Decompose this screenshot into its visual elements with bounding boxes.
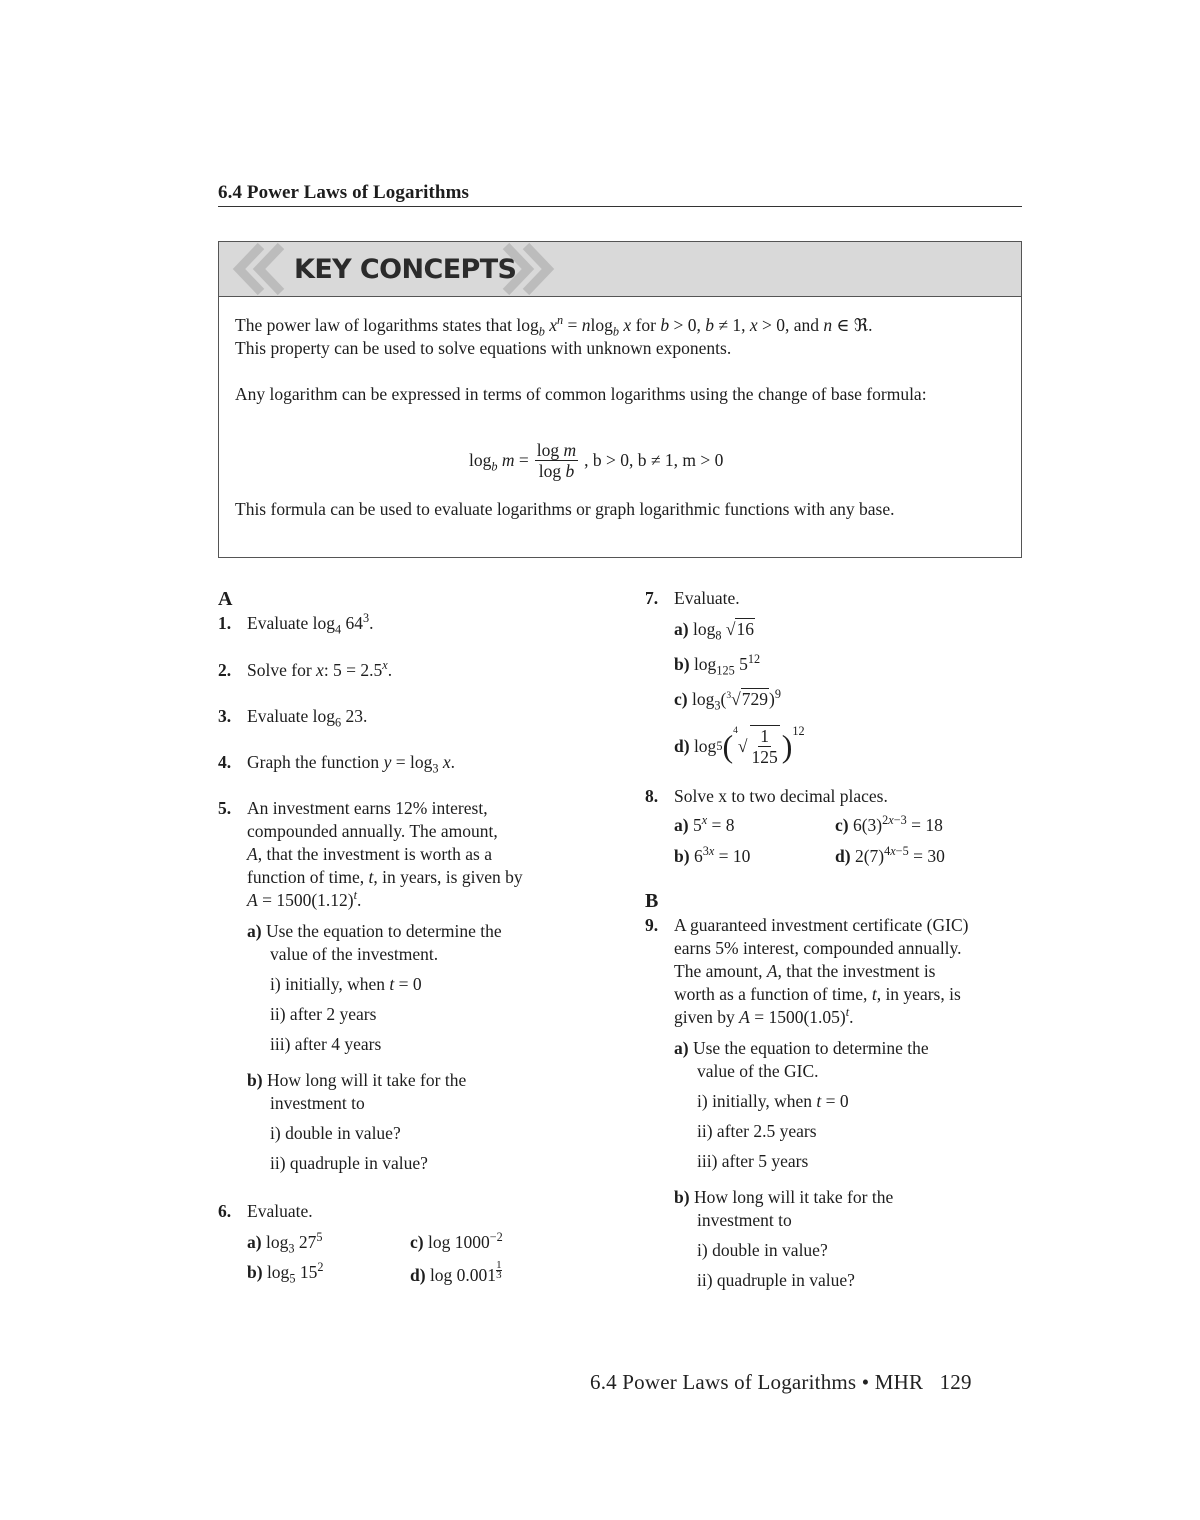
subpart-text: ii) quadruple in value?	[270, 1153, 428, 1173]
q8-part-d: d) $2(7)^{4x-5} = 30$	[835, 844, 945, 866]
question-number: 6.	[218, 1201, 232, 1221]
question-2: 2. Solve for x: $5 = 2.5^x$.	[218, 658, 393, 680]
part-label: a)	[247, 921, 262, 941]
question-text: The amount,	[674, 961, 767, 981]
q8-part-a: a) $5^x = 8$	[674, 813, 735, 835]
power-law-text-a: The power law of logarithms states that log	[235, 315, 539, 335]
page-number: 129	[939, 1370, 972, 1394]
question-number: 4.	[218, 752, 232, 772]
q7-part-b: b) $\log_{125} 5^{12}$	[674, 652, 761, 678]
part-text: value of the GIC.	[697, 1061, 819, 1081]
question-text: Evaluate log	[247, 706, 335, 726]
part-text: Use the equation to determine the	[265, 921, 502, 941]
question-text: , in years, is given by	[373, 867, 523, 887]
formula-conditions: , b > 0, b ≠ 1, m > 0	[584, 450, 724, 470]
question-number: 9.	[645, 915, 659, 935]
q7-part-a: a) $\log_8 √16$	[674, 619, 754, 643]
key-concepts-header	[219, 242, 1021, 297]
part-text: investment to	[270, 1093, 365, 1113]
question-number: 7.	[645, 588, 659, 608]
subpart-text: i) initially, when	[697, 1091, 817, 1111]
footer-text: 6.4 Power Laws of Logarithms • MHR	[590, 1370, 924, 1394]
q6-part-c: c) $\log 1000^{-2}$	[410, 1230, 503, 1252]
subpart-text: i) double in value?	[697, 1240, 828, 1260]
q6-part-a: a) $\log_3 27^5$	[247, 1230, 323, 1256]
part-label: a)	[674, 1038, 689, 1058]
question-text: Evaluate.	[247, 1201, 313, 1221]
part-text: How long will it take for the	[266, 1070, 467, 1090]
question-number: 3.	[218, 706, 232, 726]
part-label: b)	[674, 1187, 690, 1207]
change-of-base-paragraph: Any logarithm can be expressed in terms of common logarithms using the change of base formula:	[235, 384, 927, 404]
power-law-text-b: for	[631, 315, 661, 335]
q6-part-d: d) log 0.001 $^{\frac{1}{3}}$	[410, 1259, 502, 1285]
question-text: Graph the function	[247, 752, 384, 772]
q8-part-c: c) $6(3)^{2x-3} = 18$	[835, 813, 943, 835]
question-6	[218, 1200, 578, 1291]
question-text: function of time,	[247, 867, 369, 887]
page-title: 6.4 Power Laws of Logarithms	[218, 182, 470, 203]
q7-part-d: d) log 5 ( 4 √ $\frac{1}{125}$ ) 12	[674, 724, 805, 767]
change-of-base-formula: $\log_b m$ = $\frac{\text{log m}}{\text{log b}}$ , b > 0, b ≠ 1, m > 0	[469, 440, 724, 481]
q6-part-b: b) $\log_5 15^2$	[247, 1260, 324, 1286]
subpart-text: i) double in value?	[270, 1123, 401, 1143]
q8-part-b: b) $6^{3x} = 10$	[674, 844, 751, 866]
double-chevron-right-icon	[494, 242, 564, 296]
question-8	[645, 785, 1005, 875]
question-text: compounded annually. The amount,	[247, 821, 498, 841]
question-text: , that the investment is worth as a	[257, 844, 492, 864]
question-1: 1. Evaluate $\log_4 64^3$.	[218, 611, 374, 637]
question-text: , in years, is	[876, 984, 961, 1004]
question-number: 1.	[218, 613, 232, 633]
power-law-paragraph: The power law of logarithms states that $\log_b x^n = nlog_b$ x for b > 0, b ≠ 1, x > 0, and n ∈ ℜ. This property can be used to solve equations with unknown exponents.	[235, 313, 873, 358]
question-text: An investment earns 12% interest,	[247, 798, 488, 818]
question-number: 5.	[218, 798, 232, 818]
power-law-text-c: , and	[784, 315, 824, 335]
formula-usage-paragraph: This formula can be used to evaluate logarithms or graph logarithmic functions with any base.	[235, 499, 895, 519]
question-text: given by	[674, 1007, 740, 1027]
part-text: value of the investment.	[270, 944, 439, 964]
question-5: 5. An investment earns 12% interest, compounded annually. The amount, A, that the investment is worth as a function of time, t, in years, is given by $A = 1500(1.12)^t$. a) Use the equation to determine the value of the investment. i) initially, when t = 0 ii) after 2 years iii) after 4 years b) How long will it take for the investment to i) double in value? ii) quadruple in value?	[218, 797, 578, 1175]
key-concepts-box	[218, 241, 1022, 558]
title-divider	[218, 206, 1022, 207]
part-text: investment to	[697, 1210, 792, 1230]
page-footer	[590, 1370, 972, 1395]
question-text: worth as a function of time,	[674, 984, 872, 1004]
power-law-text-d: This property can be used to solve equations with unknown exponents.	[235, 338, 732, 358]
part-text: Use the equation to determine the	[692, 1038, 929, 1058]
part-text: How long will it take for the	[693, 1187, 894, 1207]
subpart-text: ii) quadruple in value?	[697, 1270, 855, 1290]
subpart-text: i) initially, when	[270, 974, 390, 994]
double-chevron-left-icon	[225, 242, 295, 296]
question-text: A guaranteed investment certificate (GIC)	[674, 915, 969, 935]
question-text: earns 5% interest, compounded annually.	[674, 938, 962, 958]
subpart-text: ii) after 2.5 years	[697, 1121, 817, 1141]
question-text: Evaluate.	[674, 588, 740, 608]
question-text: Solve for	[247, 660, 317, 680]
section-a-label: A	[218, 588, 233, 610]
question-9: 9. A guaranteed investment certificate (GIC) earns 5% interest, compounded annually. The amount, A, that the investment is worth as a function of time, t, in years, is given by $A = 1500(1.05)^t$. a) Use the equation to determine the value of the GIC. i) initially, when t = 0 ii) after 2.5 years iii) after 5 years b) How long will it take for the investment to i) double in value? ii) quadruple in value?	[645, 914, 1015, 1292]
question-text: , that the investment is	[777, 961, 936, 981]
question-number: 2.	[218, 660, 232, 680]
subpart-text: iii) after 4 years	[270, 1034, 382, 1054]
part-label: b)	[247, 1070, 263, 1090]
section-b-label: B	[645, 890, 659, 912]
question-number: 8.	[645, 786, 659, 806]
key-concepts-title: KEY CONCEPTS	[294, 254, 517, 285]
question-text: Evaluate log	[247, 613, 335, 633]
question-text: Solve x to two decimal places.	[674, 786, 888, 806]
subpart-text: iii) after 5 years	[697, 1151, 809, 1171]
question-7	[645, 587, 1005, 767]
question-3: 3. Evaluate $\log_6 23$.	[218, 706, 368, 730]
question-4: 4. Graph the function $y = \log_3 x$.	[218, 752, 455, 776]
q7-part-c: c) $\log_3(^3√729)^9$	[674, 687, 781, 713]
subpart-text: ii) after 2 years	[270, 1004, 377, 1024]
